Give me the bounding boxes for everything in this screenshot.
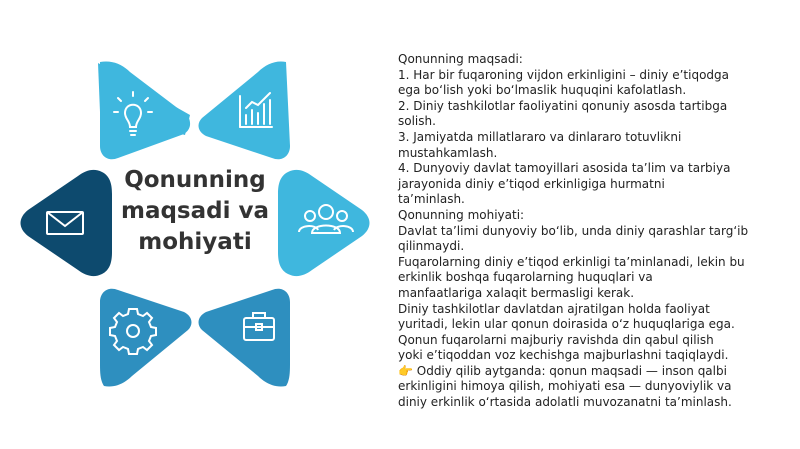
text-line: 👉 Oddiy qilib aytganda: qonun maqsadi — inson qalbi: [398, 363, 727, 378]
text-line: erkinlik boshqa fuqarolarning huquqlari va: [398, 270, 653, 285]
text-line: qilinmaydi.: [398, 239, 465, 254]
text-line: jarayonida diniy e’tiqod erkinligiga hurmatni: [398, 176, 665, 191]
text-line: yuritadi, lekin ular qonun doirasida o‘z huquqlariga ega.: [398, 317, 735, 332]
text-line: 2. Diniy tashkilotlar faoliyatini qonuniy asosda tartibga: [398, 98, 728, 113]
text-line: erkinligini himoya qilish, mohiyati esa — dunyoviylik va: [398, 379, 732, 394]
arrow-segment-right: [278, 170, 370, 276]
text-line: diniy erkinlik o‘rtasida adolatli muvozanatni ta’minlash.: [398, 395, 732, 410]
text-line: ega bo‘lish yoki bo‘lmaslik huquqini kafolatlash.: [398, 83, 687, 98]
text-line: 1. Har bir fuqaroning vijdon erkinligini – diniy e’tiqodga: [398, 67, 730, 82]
text-line: Qonunning maqsadi:: [398, 52, 523, 66]
center-title-line-3: mohiyati: [138, 229, 252, 255]
text-line: 4. Dunyoviy davlat tamoyillari asosida ta’lim va tarbiya: [398, 161, 731, 176]
diagram-center-title: [100, 165, 290, 258]
text-line: manfaatlariga xalaqit bermasligi kerak.: [398, 285, 635, 300]
text-line: ta’minlash.: [398, 192, 465, 207]
center-title-line-2: maqsadi va: [120, 198, 270, 224]
center-title-line-1: Qonunning: [124, 167, 266, 193]
arrow-segment-bottom-left: [100, 289, 191, 387]
text-line: Diniy tashkilotlar davlatdan ajratilgan holda faoliyat: [398, 301, 710, 316]
law-description-text: [398, 52, 778, 411]
arrow-segment-top-left: [98, 61, 190, 159]
arrow-segment-left: [21, 170, 113, 276]
arrow-segment-top-right: [199, 61, 290, 159]
text-line: Qonun fuqarolarni majburiy ravishda din qabul qilish: [398, 332, 714, 347]
text-line: Davlat ta’limi dunyoviy bo‘lib, unda diniy qarashlar targ‘ib: [398, 223, 749, 238]
text-line: solish.: [398, 114, 436, 129]
text-line: 3. Jamiyatda millatlararo va dinlararo totuvlikni: [398, 129, 682, 144]
text-line: Fuqarolarning diniy e’tiqod erkinligi ta’minlanadi, lekin bu: [398, 254, 745, 269]
text-line: mustahkamlash.: [398, 145, 498, 160]
text-line: Qonunning mohiyati:: [398, 207, 525, 222]
text-line: yoki e’tiqoddan voz kechishga majburlashni taqiqlaydi.: [398, 348, 729, 363]
